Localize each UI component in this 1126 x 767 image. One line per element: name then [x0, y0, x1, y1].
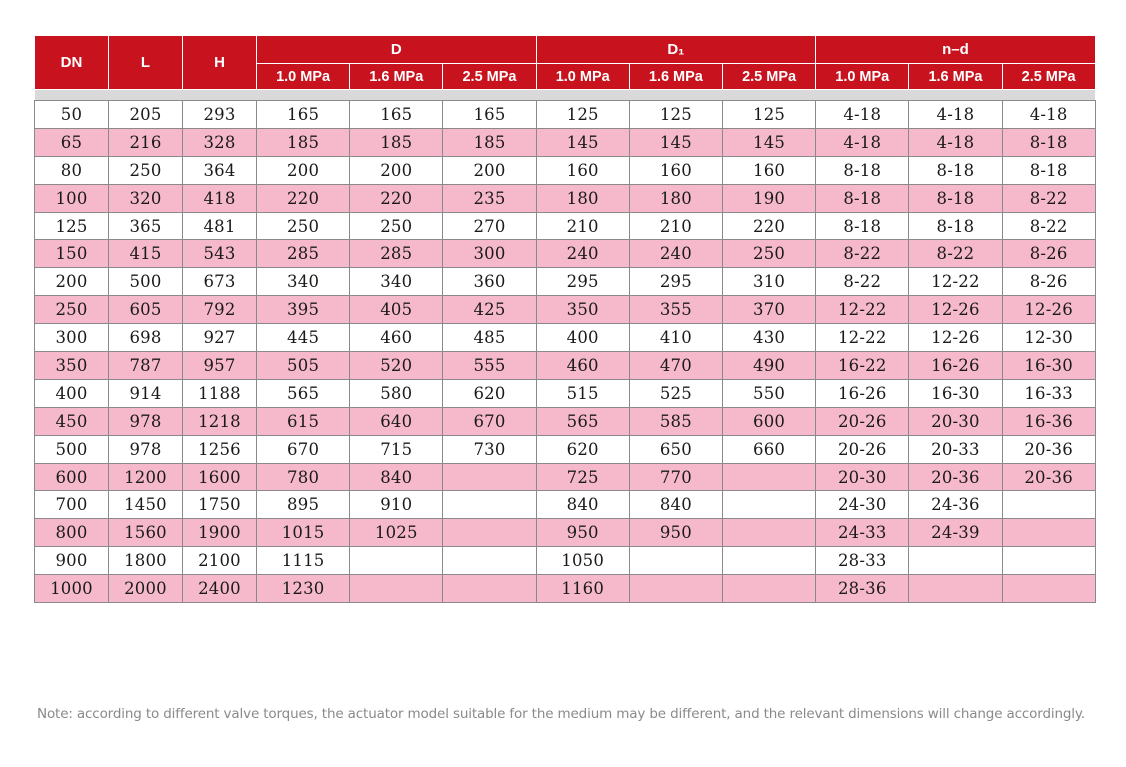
- table-cell: 293: [183, 101, 257, 129]
- table-cell: [443, 463, 536, 491]
- separator-bar: [35, 90, 1096, 101]
- table-cell: 1450: [109, 491, 183, 519]
- table-cell: 190: [722, 184, 815, 212]
- table-cell: 555: [443, 352, 536, 380]
- header-l: L: [109, 36, 183, 90]
- table-cell: 240: [629, 240, 722, 268]
- table-cell: 840: [536, 491, 629, 519]
- header-separator: [35, 90, 1096, 101]
- table-cell: [350, 575, 443, 603]
- table-cell: 240: [536, 240, 629, 268]
- table-cell: 8-18: [816, 212, 909, 240]
- table-cell: 200: [443, 156, 536, 184]
- table-cell: 770: [629, 463, 722, 491]
- table-cell: 425: [443, 296, 536, 324]
- header-group-d: D: [257, 36, 537, 64]
- table-cell: 165: [443, 101, 536, 129]
- table-cell: [722, 519, 815, 547]
- table-cell: 460: [536, 352, 629, 380]
- table-cell: 615: [257, 407, 350, 435]
- table-cell: 405: [350, 296, 443, 324]
- table-cell: 295: [536, 268, 629, 296]
- table-cell: 1256: [183, 435, 257, 463]
- table-cell: 840: [350, 463, 443, 491]
- table-cell: 220: [722, 212, 815, 240]
- table-cell: 1900: [183, 519, 257, 547]
- table-cell: 285: [350, 240, 443, 268]
- header-d-1-6-mpa: 1.6 MPa: [350, 64, 443, 90]
- table-cell: 525: [629, 379, 722, 407]
- table-cell: 2100: [183, 547, 257, 575]
- table-cell: 792: [183, 296, 257, 324]
- table-cell: 16-22: [816, 352, 909, 380]
- table-cell: 145: [536, 128, 629, 156]
- table-row: [35, 407, 1096, 435]
- table-cell: 125: [722, 101, 815, 129]
- header-d-2-5-mpa: 2.5 MPa: [443, 64, 536, 90]
- table-cell: 8-26: [1002, 268, 1095, 296]
- table-cell: 20-30: [909, 407, 1002, 435]
- table-cell: 185: [257, 128, 350, 156]
- table-cell: 780: [257, 463, 350, 491]
- table-cell: [909, 575, 1002, 603]
- table-cell: [443, 575, 536, 603]
- table-cell: [350, 547, 443, 575]
- table-cell: 505: [257, 352, 350, 380]
- header-d1-2-5-mpa: 2.5 MPa: [722, 64, 815, 90]
- table-cell: 370: [722, 296, 815, 324]
- table-cell: 355: [629, 296, 722, 324]
- table-cell: 12-26: [909, 296, 1002, 324]
- table-cell: 12-30: [1002, 324, 1095, 352]
- table-cell: 328: [183, 128, 257, 156]
- table-cell: 585: [629, 407, 722, 435]
- table-cell: 340: [257, 268, 350, 296]
- table-cell: [722, 463, 815, 491]
- table-cell: 160: [536, 156, 629, 184]
- table-cell: [629, 547, 722, 575]
- table-cell: 100: [35, 184, 109, 212]
- table-cell: [443, 547, 536, 575]
- table-cell: 145: [629, 128, 722, 156]
- table-row: [35, 463, 1096, 491]
- table-cell: 1560: [109, 519, 183, 547]
- table-cell: 24-39: [909, 519, 1002, 547]
- table-header: [35, 36, 1096, 90]
- table-cell: 8-22: [1002, 184, 1095, 212]
- table-cell: 20-26: [816, 407, 909, 435]
- table-cell: 160: [722, 156, 815, 184]
- table-cell: [722, 547, 815, 575]
- table-cell: 16-26: [909, 352, 1002, 380]
- table-cell: 12-26: [1002, 296, 1095, 324]
- table-cell: [1002, 547, 1095, 575]
- table-cell: 320: [109, 184, 183, 212]
- table-cell: 80: [35, 156, 109, 184]
- table-cell: 1000: [35, 575, 109, 603]
- header-d-1-0-mpa: 1.0 MPa: [257, 64, 350, 90]
- table-cell: 8-18: [909, 212, 1002, 240]
- table-cell: 160: [629, 156, 722, 184]
- table-row: [35, 240, 1096, 268]
- table-cell: 725: [536, 463, 629, 491]
- table-cell: 400: [35, 379, 109, 407]
- table-cell: 125: [629, 101, 722, 129]
- table-cell: 2000: [109, 575, 183, 603]
- table-cell: [722, 491, 815, 519]
- table-cell: 600: [35, 463, 109, 491]
- table-cell: [1002, 575, 1095, 603]
- table-cell: 210: [536, 212, 629, 240]
- table-cell: 950: [629, 519, 722, 547]
- table-cell: 165: [350, 101, 443, 129]
- table-cell: 4-18: [816, 101, 909, 129]
- table-cell: 24-30: [816, 491, 909, 519]
- table-row: [35, 101, 1096, 129]
- table-cell: 500: [109, 268, 183, 296]
- table-cell: 1750: [183, 491, 257, 519]
- table-cell: [722, 575, 815, 603]
- table-row: [35, 268, 1096, 296]
- header-group-nd: n–d: [816, 36, 1096, 64]
- table-cell: 515: [536, 379, 629, 407]
- table-cell: 364: [183, 156, 257, 184]
- header-h: H: [183, 36, 257, 90]
- table-row: [35, 547, 1096, 575]
- table-cell: 1218: [183, 407, 257, 435]
- table-cell: 8-18: [909, 184, 1002, 212]
- table-cell: [1002, 491, 1095, 519]
- table-cell: 180: [536, 184, 629, 212]
- table-cell: 715: [350, 435, 443, 463]
- table-cell: 8-18: [1002, 128, 1095, 156]
- table-cell: 210: [629, 212, 722, 240]
- table-cell: 4-18: [909, 128, 1002, 156]
- header-dn: DN: [35, 36, 109, 90]
- table-cell: 787: [109, 352, 183, 380]
- table-cell: 8-22: [816, 268, 909, 296]
- header-nd-1-0-mpa: 1.0 MPa: [816, 64, 909, 90]
- table-cell: 840: [629, 491, 722, 519]
- table-cell: 24-36: [909, 491, 1002, 519]
- table-row: [35, 324, 1096, 352]
- table-cell: 673: [183, 268, 257, 296]
- table-cell: 730: [443, 435, 536, 463]
- table-row: [35, 156, 1096, 184]
- table-cell: 8-18: [816, 156, 909, 184]
- table-cell: 1800: [109, 547, 183, 575]
- table-cell: 340: [350, 268, 443, 296]
- table-cell: 220: [257, 184, 350, 212]
- table-cell: 8-18: [1002, 156, 1095, 184]
- table-cell: 430: [722, 324, 815, 352]
- table-row: [35, 435, 1096, 463]
- table-row: [35, 575, 1096, 603]
- table-cell: 12-22: [816, 324, 909, 352]
- header-nd-1-6-mpa: 1.6 MPa: [909, 64, 1002, 90]
- table-cell: 8-22: [909, 240, 1002, 268]
- table-cell: 16-30: [1002, 352, 1095, 380]
- table-cell: 360: [443, 268, 536, 296]
- table-cell: 365: [109, 212, 183, 240]
- table-cell: 485: [443, 324, 536, 352]
- table-cell: 1025: [350, 519, 443, 547]
- table-cell: 490: [722, 352, 815, 380]
- table-cell: 24-33: [816, 519, 909, 547]
- table-cell: 950: [536, 519, 629, 547]
- table-cell: 20-36: [1002, 435, 1095, 463]
- table-cell: 16-30: [909, 379, 1002, 407]
- table-cell: 145: [722, 128, 815, 156]
- table-cell: 670: [443, 407, 536, 435]
- table-cell: 1230: [257, 575, 350, 603]
- table-cell: 180: [629, 184, 722, 212]
- table-cell: 200: [257, 156, 350, 184]
- table-cell: 2400: [183, 575, 257, 603]
- table-cell: 20-26: [816, 435, 909, 463]
- table-cell: [629, 575, 722, 603]
- table-cell: 450: [35, 407, 109, 435]
- table-row: [35, 519, 1096, 547]
- table-cell: 1160: [536, 575, 629, 603]
- table-cell: 914: [109, 379, 183, 407]
- table-body: [35, 101, 1096, 603]
- table-cell: 65: [35, 128, 109, 156]
- table-cell: 957: [183, 352, 257, 380]
- table-cell: 235: [443, 184, 536, 212]
- table-cell: 16-36: [1002, 407, 1095, 435]
- table-cell: 300: [443, 240, 536, 268]
- table-cell: 445: [257, 324, 350, 352]
- table-cell: 900: [35, 547, 109, 575]
- table-cell: 250: [257, 212, 350, 240]
- table-cell: 620: [536, 435, 629, 463]
- table-cell: 216: [109, 128, 183, 156]
- table-cell: 220: [350, 184, 443, 212]
- table-cell: 543: [183, 240, 257, 268]
- table-cell: 410: [629, 324, 722, 352]
- table-cell: [909, 547, 1002, 575]
- table-cell: 565: [257, 379, 350, 407]
- table-cell: 4-18: [909, 101, 1002, 129]
- dimension-table: [34, 35, 1096, 603]
- table-cell: 395: [257, 296, 350, 324]
- table-cell: 460: [350, 324, 443, 352]
- table-row: [35, 352, 1096, 380]
- table-cell: 16-26: [816, 379, 909, 407]
- table-cell: 285: [257, 240, 350, 268]
- table-cell: 927: [183, 324, 257, 352]
- table-cell: 28-33: [816, 547, 909, 575]
- table-cell: 185: [350, 128, 443, 156]
- table-cell: 650: [629, 435, 722, 463]
- table-cell: 12-22: [909, 268, 1002, 296]
- table-cell: 205: [109, 101, 183, 129]
- table-cell: 620: [443, 379, 536, 407]
- table-cell: 20-33: [909, 435, 1002, 463]
- table-cell: 350: [536, 296, 629, 324]
- table-cell: [443, 491, 536, 519]
- table-cell: 200: [35, 268, 109, 296]
- table-cell: 415: [109, 240, 183, 268]
- table-cell: 600: [722, 407, 815, 435]
- table-cell: 1115: [257, 547, 350, 575]
- table-cell: 20-36: [1002, 463, 1095, 491]
- table-cell: 20-36: [909, 463, 1002, 491]
- table-cell: 978: [109, 407, 183, 435]
- table-cell: 28-36: [816, 575, 909, 603]
- table-cell: 250: [350, 212, 443, 240]
- table-row: [35, 379, 1096, 407]
- table-cell: 640: [350, 407, 443, 435]
- table-row: [35, 296, 1096, 324]
- table-cell: 481: [183, 212, 257, 240]
- table-cell: 250: [109, 156, 183, 184]
- table-cell: 200: [350, 156, 443, 184]
- table-cell: 605: [109, 296, 183, 324]
- table-cell: 8-22: [1002, 212, 1095, 240]
- table-cell: 670: [257, 435, 350, 463]
- table-cell: 470: [629, 352, 722, 380]
- table-row: [35, 128, 1096, 156]
- table-cell: 250: [35, 296, 109, 324]
- table-cell: [1002, 519, 1095, 547]
- table-cell: 270: [443, 212, 536, 240]
- table-cell: 4-18: [816, 128, 909, 156]
- table-cell: 300: [35, 324, 109, 352]
- table-cell: 978: [109, 435, 183, 463]
- table-cell: 580: [350, 379, 443, 407]
- table-cell: 698: [109, 324, 183, 352]
- table-cell: 550: [722, 379, 815, 407]
- header-d1-1-0-mpa: 1.0 MPa: [536, 64, 629, 90]
- table-cell: 250: [722, 240, 815, 268]
- table-cell: 1050: [536, 547, 629, 575]
- table-cell: 1200: [109, 463, 183, 491]
- table-cell: 165: [257, 101, 350, 129]
- table-cell: 150: [35, 240, 109, 268]
- dimension-table-container: [34, 35, 1095, 603]
- table-cell: 12-26: [909, 324, 1002, 352]
- table-cell: 125: [536, 101, 629, 129]
- table-cell: 500: [35, 435, 109, 463]
- table-cell: 310: [722, 268, 815, 296]
- table-row: [35, 212, 1096, 240]
- table-cell: 8-18: [909, 156, 1002, 184]
- table-cell: 12-22: [816, 296, 909, 324]
- footnote: Note: according to different valve torques, the actuator model suitable for the medium may be different, and the relevant dimensions will change accordingly.: [37, 706, 1085, 722]
- table-cell: 400: [536, 324, 629, 352]
- table-cell: 520: [350, 352, 443, 380]
- header-nd-2-5-mpa: 2.5 MPa: [1002, 64, 1095, 90]
- table-cell: 700: [35, 491, 109, 519]
- table-cell: 910: [350, 491, 443, 519]
- header-group-d1: D₁: [536, 36, 816, 64]
- table-cell: 8-22: [816, 240, 909, 268]
- table-cell: 350: [35, 352, 109, 380]
- table-cell: 4-18: [1002, 101, 1095, 129]
- table-row: [35, 184, 1096, 212]
- table-cell: 20-30: [816, 463, 909, 491]
- table-cell: 418: [183, 184, 257, 212]
- table-cell: 660: [722, 435, 815, 463]
- table-row: [35, 491, 1096, 519]
- table-cell: 1600: [183, 463, 257, 491]
- table-cell: 8-26: [1002, 240, 1095, 268]
- header-d1-1-6-mpa: 1.6 MPa: [629, 64, 722, 90]
- table-cell: 8-18: [816, 184, 909, 212]
- table-cell: 565: [536, 407, 629, 435]
- table-cell: 1015: [257, 519, 350, 547]
- table-cell: 895: [257, 491, 350, 519]
- table-cell: 185: [443, 128, 536, 156]
- table-cell: 295: [629, 268, 722, 296]
- table-cell: [443, 519, 536, 547]
- table-cell: 16-33: [1002, 379, 1095, 407]
- table-cell: 125: [35, 212, 109, 240]
- table-cell: 1188: [183, 379, 257, 407]
- table-cell: 800: [35, 519, 109, 547]
- table-cell: 50: [35, 101, 109, 129]
